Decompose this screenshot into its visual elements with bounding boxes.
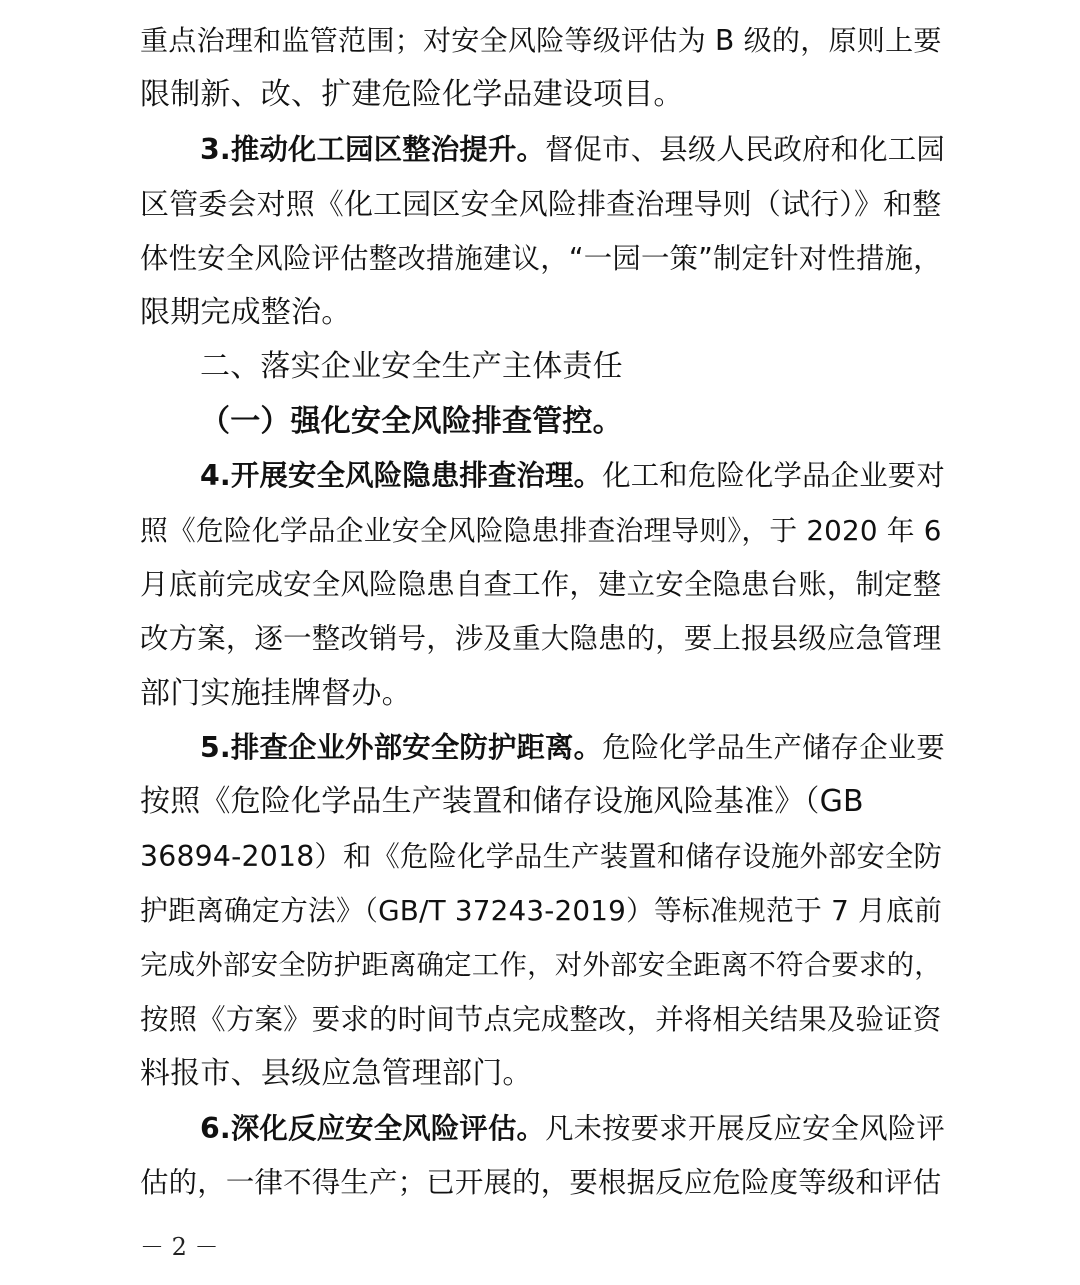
- text-line: 护距离确定方法》（GB/T 37243-2019）等标准规范于 7 月底前: [140, 894, 942, 928]
- text-line: 完成外部安全防护距离确定工作，对外部安全距离不符合要求的，: [140, 949, 942, 981]
- text-line: 按照《危险化学品生产装置和储存设施风险基准》（GB: [140, 784, 864, 820]
- text-line: 限期完成整治。: [140, 294, 352, 330]
- subsection-heading: （一）强化安全风险排查管控。: [200, 403, 623, 439]
- text-line: 36894-2018）和《危险化学品生产装置和储存设施外部安全防: [140, 839, 943, 873]
- text-line: 限制新、改、扩建危险化学品建设项目。: [140, 77, 684, 113]
- text-line: 照《危险化学品企业安全风险隐患排查治理导则》，于 2020 年 6: [140, 513, 942, 547]
- text-line: 区管委会对照《化工园区安全风险排查治理导则（试行）》和整: [140, 187, 942, 222]
- text-line: 部门实施挂牌督办。: [140, 675, 412, 711]
- text-line: 重点治理和监管范围；对安全风险等级评估为 B 级的，原则上要: [140, 24, 942, 57]
- text-line: 体性安全风险评估整改措施建议，“一园一策”制定针对性措施，: [140, 241, 942, 275]
- section-heading: 二、落实企业安全生产主体责任: [200, 349, 623, 385]
- item-3-heading: 3.推动化工园区整治提升。: [200, 132, 546, 166]
- item-5-heading-line: 5.排查企业外部安全防护距离。危险化学品生产储存企业要: [200, 731, 945, 765]
- text-line: 月底前完成安全风险隐患自查工作，建立安全隐患台账，制定整: [140, 567, 942, 601]
- text-line: 按照《方案》要求的时间节点完成整改，并将相关结果及验证资: [140, 1003, 942, 1037]
- item-4-heading-line: 4.开展安全风险隐患排查治理。化工和危险化学品企业要对: [200, 459, 945, 493]
- item-3-heading-line: 3.推动化工园区整治提升。督促市、县级人民政府和化工园: [200, 132, 945, 166]
- body-text: [140, 14, 950, 1211]
- text-line: 改方案，逐一整改销号，涉及重大隐患的，要上报县级应急管理: [140, 622, 942, 656]
- text-line: 估的，一律不得生产；已开展的，要根据反应危险度等级和评估: [140, 1166, 942, 1200]
- item-6-heading-line: 6.深化反应安全风险评估。凡未按要求开展反应安全风险评: [200, 1111, 945, 1145]
- item-6-heading: 6.深化反应安全风险评估。: [200, 1111, 546, 1145]
- item-5-heading: 5.排查企业外部安全防护距离。: [200, 731, 603, 765]
- text-line: 料报市、县级应急管理部门。: [140, 1056, 533, 1092]
- item-4-heading: 4.开展安全风险隐患排查治理。: [200, 459, 603, 493]
- page-number: － 2 －: [140, 1233, 219, 1261]
